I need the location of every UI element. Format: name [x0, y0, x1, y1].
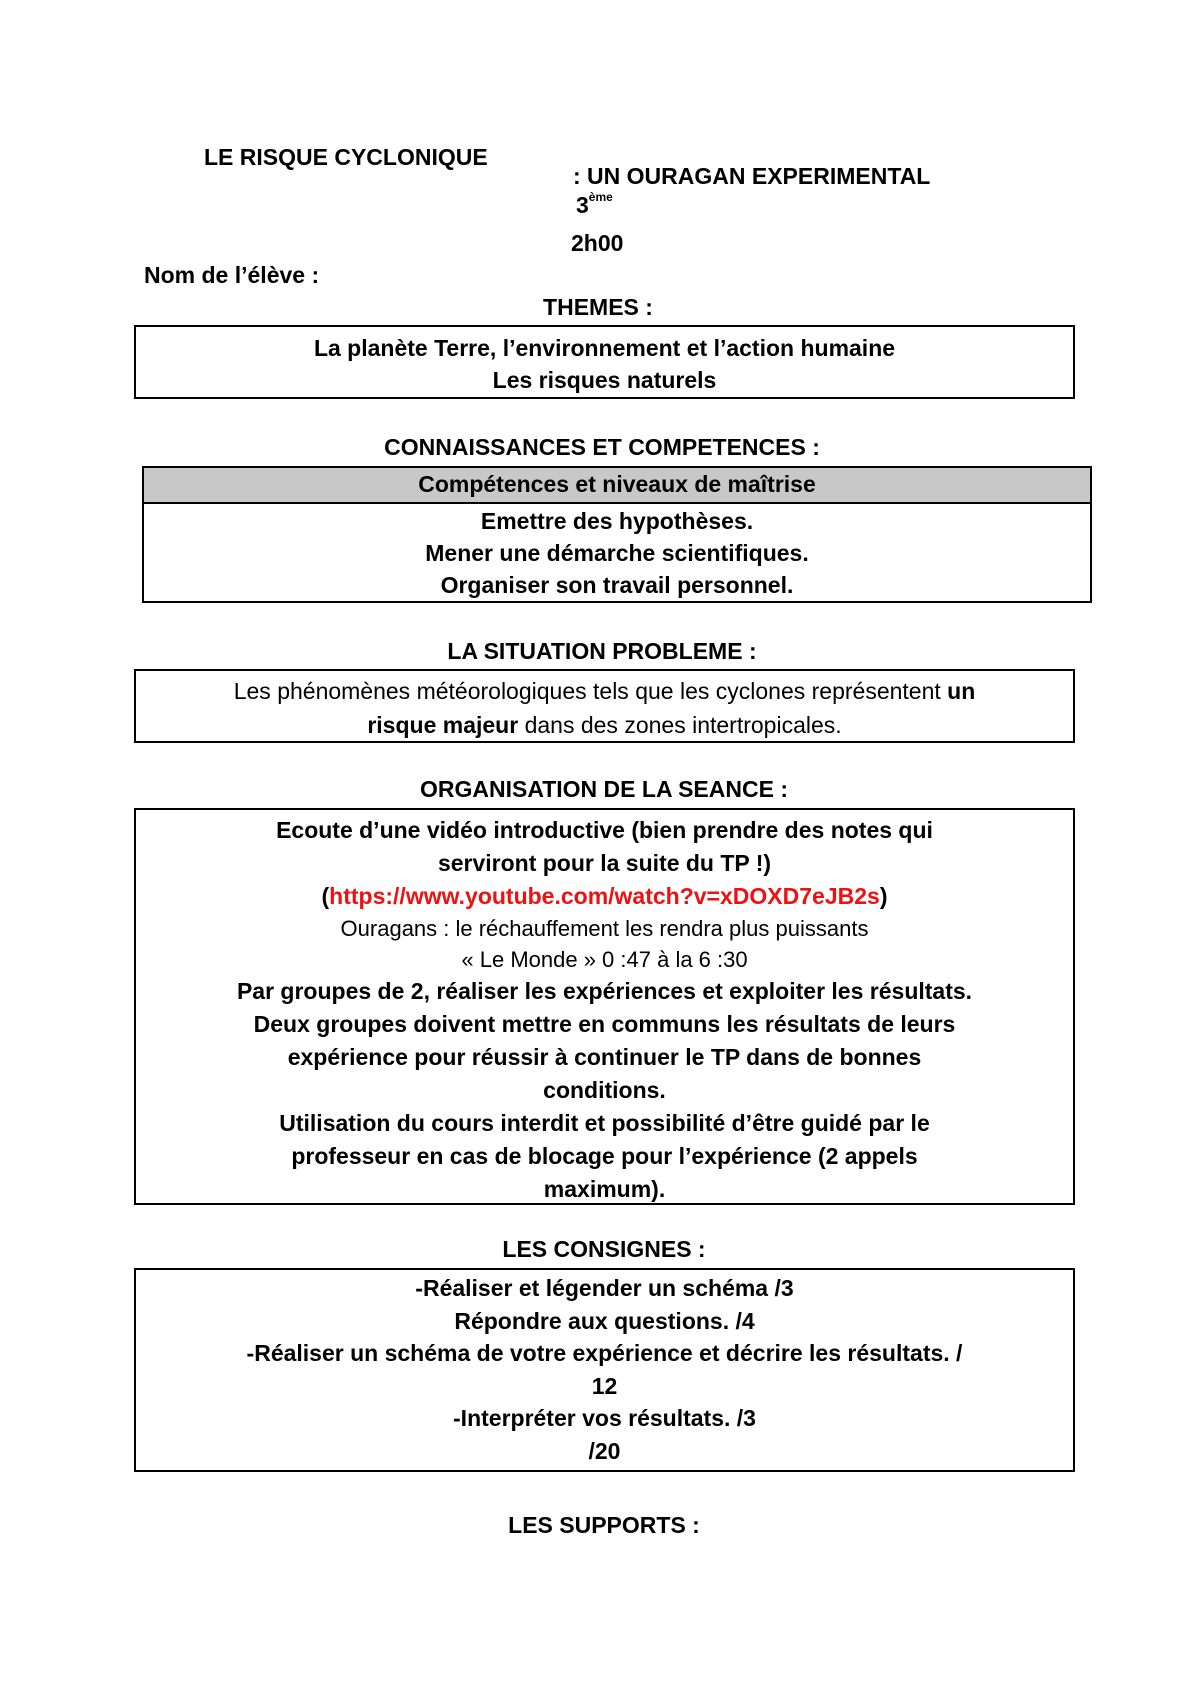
themes-box	[134, 325, 1075, 399]
consigne-line: Répondre aux questions. /4	[454, 1307, 755, 1334]
organisation-heading: ORGANISATION DE LA SEANCE :	[419, 776, 788, 802]
link-paren-open: (	[321, 883, 330, 909]
competence-item: Mener une démarche scientifiques.	[425, 540, 809, 566]
themes-line: Les risques naturels	[492, 367, 717, 393]
competences-table	[142, 466, 1092, 603]
video-link[interactable]: https://www.youtube.com/watch?v=xDOXD7eJB2s	[329, 883, 880, 909]
session-duration: 2h00	[571, 230, 624, 256]
organisation-line: professeur en cas de blocage pour l’expérience (2 appels	[291, 1143, 918, 1169]
organisation-line: Deux groupes doivent mettre en communs les résultats de leurs	[253, 1011, 956, 1037]
organisation-box	[134, 808, 1075, 1205]
organisation-line: Ecoute d’une vidéo introductive (bien prendre des notes qui	[276, 817, 933, 843]
organisation-line: conditions.	[543, 1077, 666, 1103]
situation-emphasis: risque majeur	[367, 712, 519, 738]
competence-item: Organiser son travail personnel.	[440, 572, 794, 598]
consigne-line: -Réaliser un schéma de votre expérience et décrire les résultats. /	[246, 1340, 963, 1366]
title-right: : UN OURAGAN EXPERIMENTAL	[573, 163, 931, 189]
competence-item: Emettre des hypothèses.	[480, 508, 754, 534]
connaissances-heading: CONNAISSANCES ET COMPETENCES :	[384, 434, 820, 460]
situation-text: Les phénomènes météorologiques tels que les cyclones représentent	[233, 678, 948, 704]
class-level-number: 3	[576, 192, 589, 218]
supports-heading: LES SUPPORTS :	[508, 1512, 700, 1538]
themes-line: La planète Terre, l’environnement et l’action humaine	[313, 335, 896, 361]
consignes-box	[134, 1268, 1075, 1472]
consigne-line: -Réaliser et légender un schéma /3	[415, 1275, 794, 1301]
organisation-line: serviront pour la suite du TP !)	[437, 850, 772, 876]
themes-heading: THEMES :	[543, 294, 653, 320]
competences-table-body	[144, 504, 1090, 601]
situation-text: dans des zones intertropicales.	[518, 712, 842, 738]
situation-heading: LA SITUATION PROBLEME :	[447, 638, 757, 664]
video-link-line	[136, 880, 1073, 913]
student-name-label: Nom de l’élève :	[144, 262, 320, 288]
situation-box	[134, 669, 1075, 743]
organisation-line: expérience pour réussir à continuer le TP dans de bonnes	[287, 1044, 922, 1070]
class-level	[576, 192, 613, 219]
consigne-line: -Interpréter vos résultats. /3	[453, 1405, 756, 1431]
video-source: « Le Monde » 0 :47 à la 6 :30	[461, 947, 748, 972]
situation-emphasis: un	[947, 678, 976, 704]
video-title: Ouragans : le réchauffement les rendra plus puissants	[340, 916, 869, 941]
link-paren-close: )	[879, 883, 888, 909]
consigne-total: /20	[588, 1437, 621, 1464]
class-level-suffix: ème	[588, 190, 613, 204]
title-left: LE RISQUE CYCLONIQUE	[204, 144, 488, 170]
competences-table-header: Compétences et niveaux de maîtrise	[144, 468, 1090, 504]
consigne-line: 12	[591, 1372, 618, 1399]
organisation-line: Par groupes de 2, réaliser les expériences et exploiter les résultats.	[236, 978, 973, 1004]
organisation-line: Utilisation du cours interdit et possibilité d’être guidé par le	[279, 1110, 930, 1136]
consignes-heading: LES CONSIGNES :	[502, 1236, 706, 1262]
organisation-line: maximum).	[543, 1176, 666, 1202]
